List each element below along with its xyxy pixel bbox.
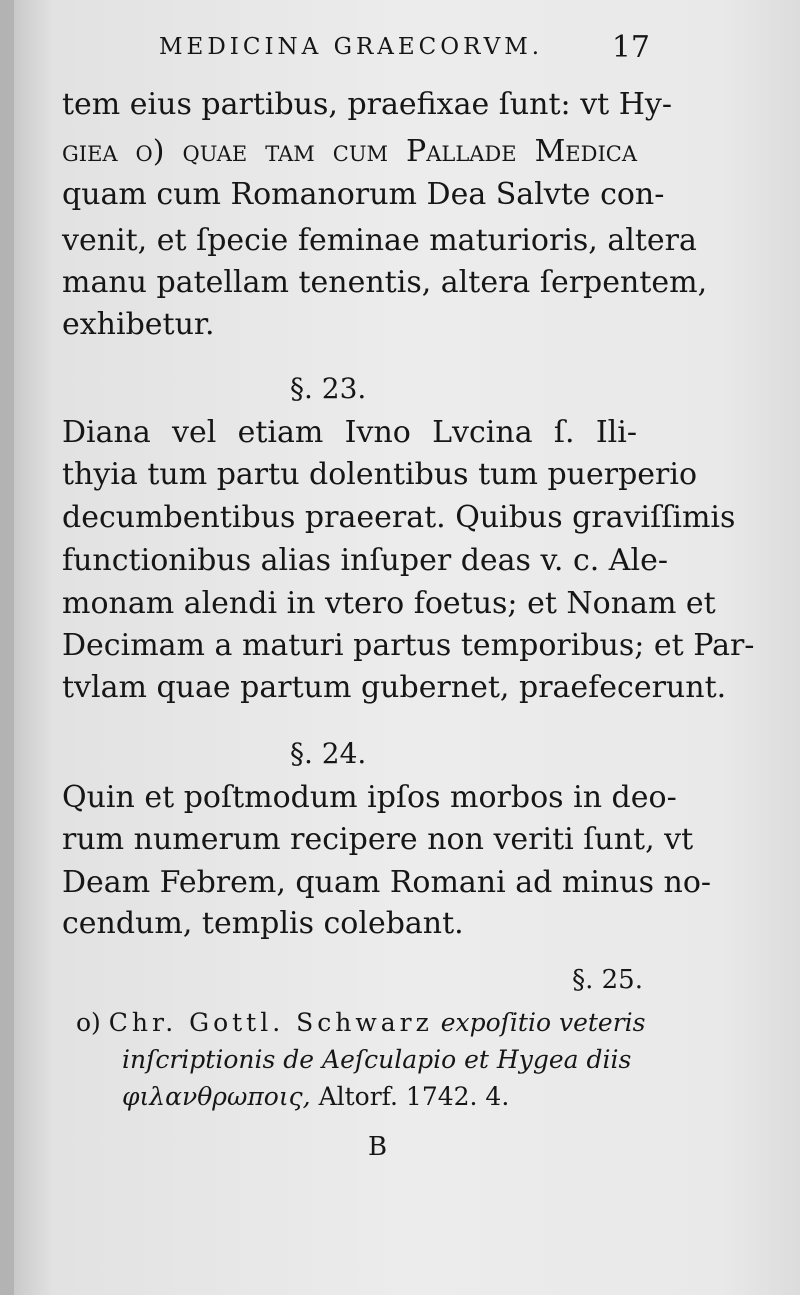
- section-mark: §. 23.: [290, 372, 367, 405]
- footnote-author: Chr. Gottl. Schwarz: [108, 1008, 433, 1037]
- body-line: functionibus alias inſuper deas v. c. Ale-: [62, 543, 668, 578]
- footnote-imprint: Altorf. 1742. 4.: [318, 1082, 510, 1111]
- body-line: tem eius partibus, praefixae ſunt: vt Hy-: [62, 87, 672, 122]
- signature-mark: B: [368, 1132, 388, 1162]
- page-header: [159, 30, 650, 70]
- catchword: §. 25.: [572, 965, 643, 995]
- body-line: monam alendi in vtero foetus; et Nonam et: [62, 586, 716, 621]
- footnote-line: [76, 1010, 646, 1035]
- book-page: [14, 0, 800, 1295]
- body-line: thyia tum partu dolentibus tum puerperio: [62, 457, 698, 492]
- footnote-marker: o): [76, 1008, 101, 1037]
- body-line: Decimam a maturi partus temporibus; et Par-: [62, 628, 755, 663]
- body-line: exhibetur.: [62, 307, 215, 342]
- body-line: giea o) quae tam cum Pallade Medica: [62, 134, 637, 169]
- body-line: Deam Febrem, quam Romani ad minus no-: [62, 865, 712, 900]
- footnote-title: expoſitio veteris: [440, 1008, 646, 1037]
- body-line: manu patellam tenentis, altera ſerpentem,: [62, 265, 708, 300]
- body-line: rum numerum recipere non veriti ſunt, vt: [62, 822, 694, 857]
- body-line: decumbentibus praeerat. Quibus graviſſimis: [62, 500, 736, 535]
- body-line: venit, et ſpecie feminae maturioris, altera: [62, 223, 697, 258]
- body-line: tvlam quae partum gubernet, praefecerunt.: [62, 670, 727, 705]
- running-title: MEDICINA GRAECORVM.: [159, 34, 544, 60]
- body-line: Diana vel etiam Ivno Lvcina ſ. Ili-: [62, 415, 637, 450]
- footnote-greek: φιλανθρωποις,: [122, 1082, 311, 1111]
- book-gutter: [0, 0, 14, 1295]
- section-mark: §. 24.: [290, 737, 367, 770]
- body-line: quam cum Romanorum Dea Salvte con-: [62, 177, 665, 212]
- body-line: cendum, templis colebant.: [62, 906, 464, 941]
- footnote-line: [122, 1084, 509, 1109]
- page-number: 17: [611, 30, 650, 65]
- body-line: Quin et poſtmodum ipſos morbos in deo-: [62, 780, 677, 815]
- footnote-line: inſcriptionis de Aeſculapio et Hygea diis: [122, 1045, 632, 1074]
